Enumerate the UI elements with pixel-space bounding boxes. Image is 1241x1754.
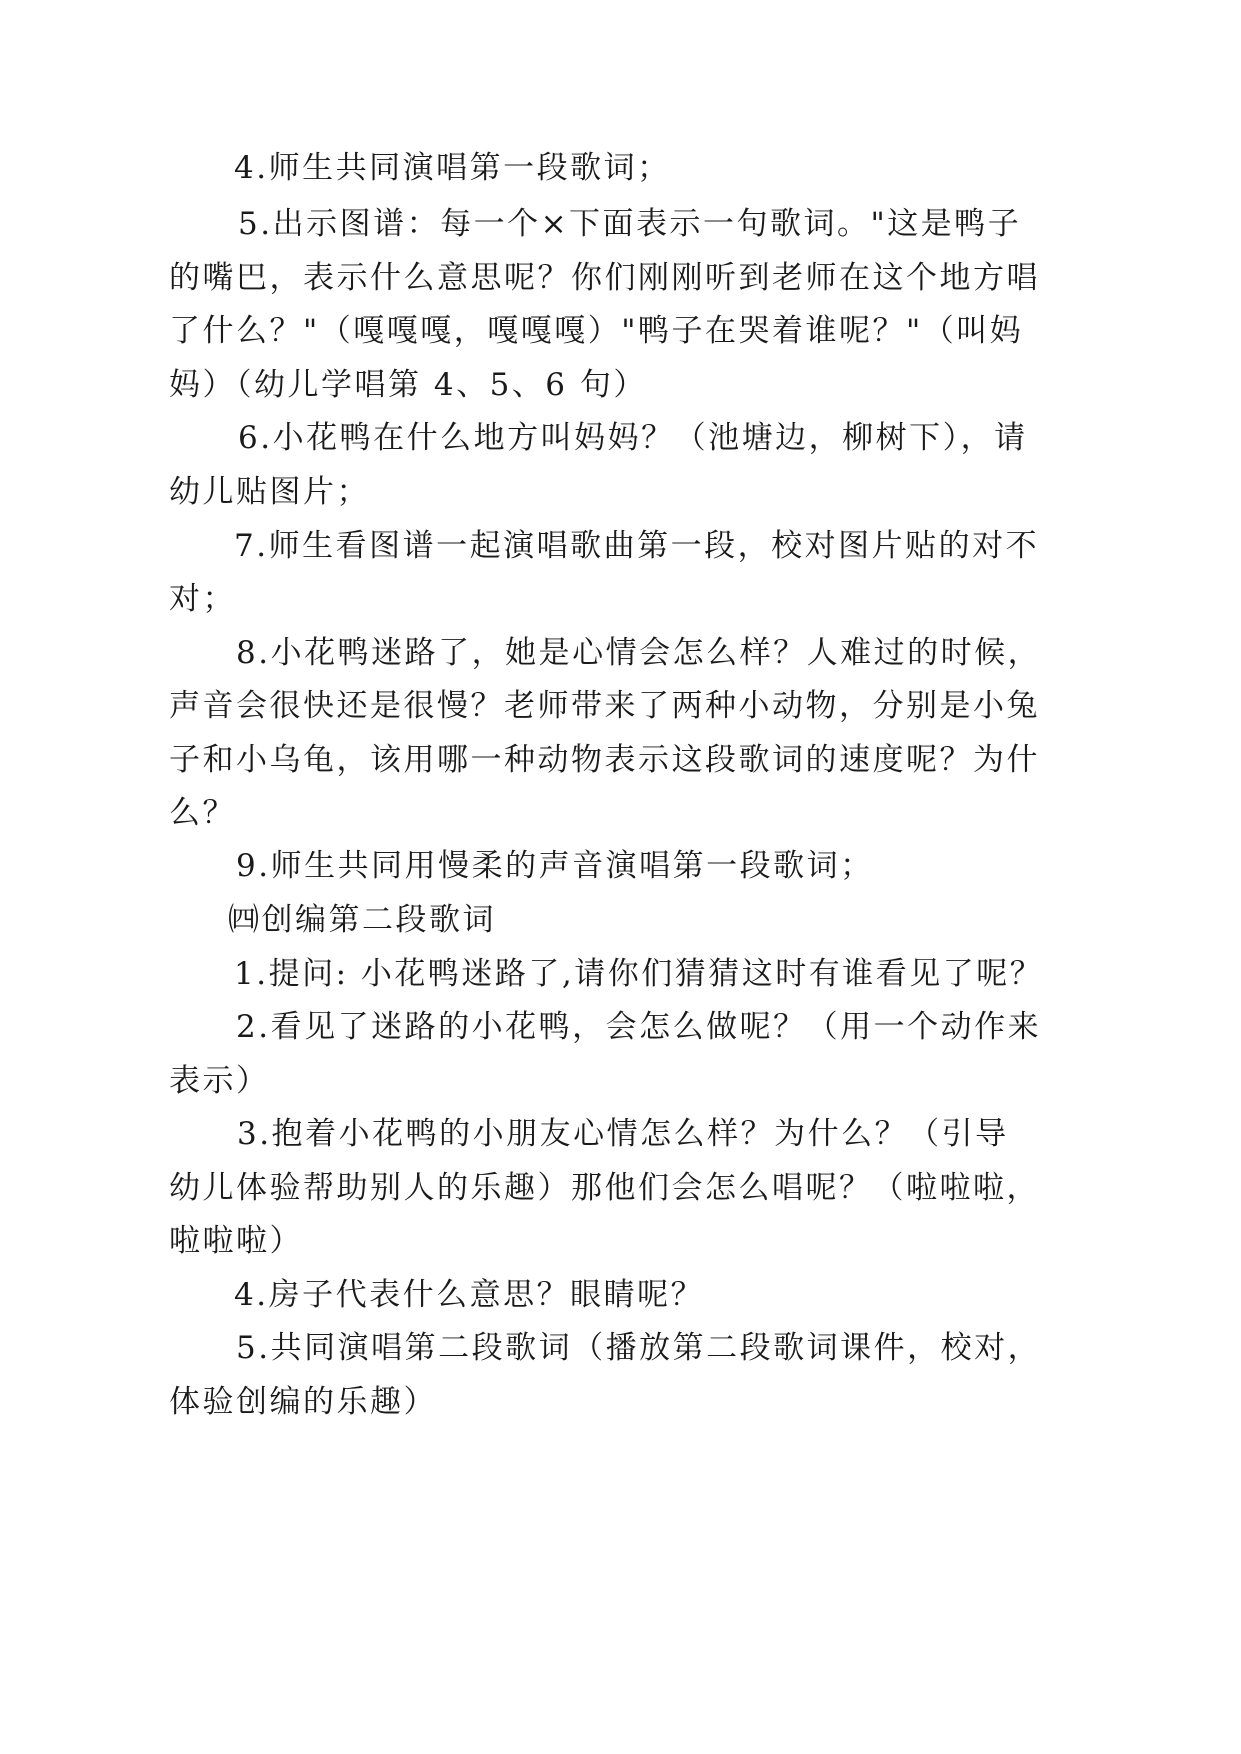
text-line: 9.师生共同用慢柔的声音演唱第一段歌词； xyxy=(236,848,874,884)
text-line: 的嘴巴，表示什么意思呢？你们刚刚听到老师在这个地方唱 xyxy=(169,260,1040,296)
text-line: 子和小乌龟，该用哪一种动物表示这段歌词的速度呢？为什 xyxy=(169,742,1040,778)
text-line: 5.出示图谱：每一个×下面表示一句歌词。"这是鸭子 xyxy=(238,206,1022,242)
text-line: 体验创编的乐趣） xyxy=(169,1384,437,1420)
text-line: 了什么？"（嘎嘎嘎，嘎嘎嘎）"鸭子在哭着谁呢？"（叫妈 xyxy=(169,313,1024,349)
text-line: 6.小花鸭在什么地方叫妈妈？（池塘边，柳树下），请 xyxy=(238,420,1028,456)
text-line: 7.师生看图谱一起演唱歌曲第一段，校对图片贴的对不 xyxy=(234,528,1040,564)
text-line: 4.房子代表什么意思？眼睛呢？ xyxy=(234,1277,705,1313)
text-line: ㈣创编第二段歌词 xyxy=(228,902,496,938)
text-line: 么？ xyxy=(169,795,236,831)
text-line: 声音会很快还是很慢？老师带来了两种小动物，分别是小兔 xyxy=(169,688,1040,724)
text-line: 2.看见了迷路的小花鸭，会怎么做呢？（用一个动作来 xyxy=(236,1009,1042,1045)
text-line: 1.提问: 小花鸭迷路了,请你们猜猜这时有谁看见了呢？ xyxy=(234,956,1044,992)
text-line: 对； xyxy=(169,581,236,617)
text-line: 表示） xyxy=(169,1063,270,1099)
text-line: 3.抱着小花鸭的小朋友心情怎么样？为什么？（引导 xyxy=(237,1116,1009,1152)
text-line: 幼儿贴图片； xyxy=(169,474,370,510)
text-line: 幼儿体验帮助别人的乐趣）那他们会怎么唱呢？（啦啦啦， xyxy=(169,1170,1040,1206)
text-line: 啦啦啦） xyxy=(169,1223,303,1259)
text-line: 5.共同演唱第二段歌词（播放第二段歌词课件，校对， xyxy=(236,1330,1042,1366)
text-line: 8.小花鸭迷路了，她是心情会怎么样？人难过的时候， xyxy=(236,635,1042,671)
text-line: 4.师生共同演唱第一段歌词； xyxy=(234,150,671,186)
text-line: 妈）（幼儿学唱第 4、5、6 句） xyxy=(169,367,647,403)
